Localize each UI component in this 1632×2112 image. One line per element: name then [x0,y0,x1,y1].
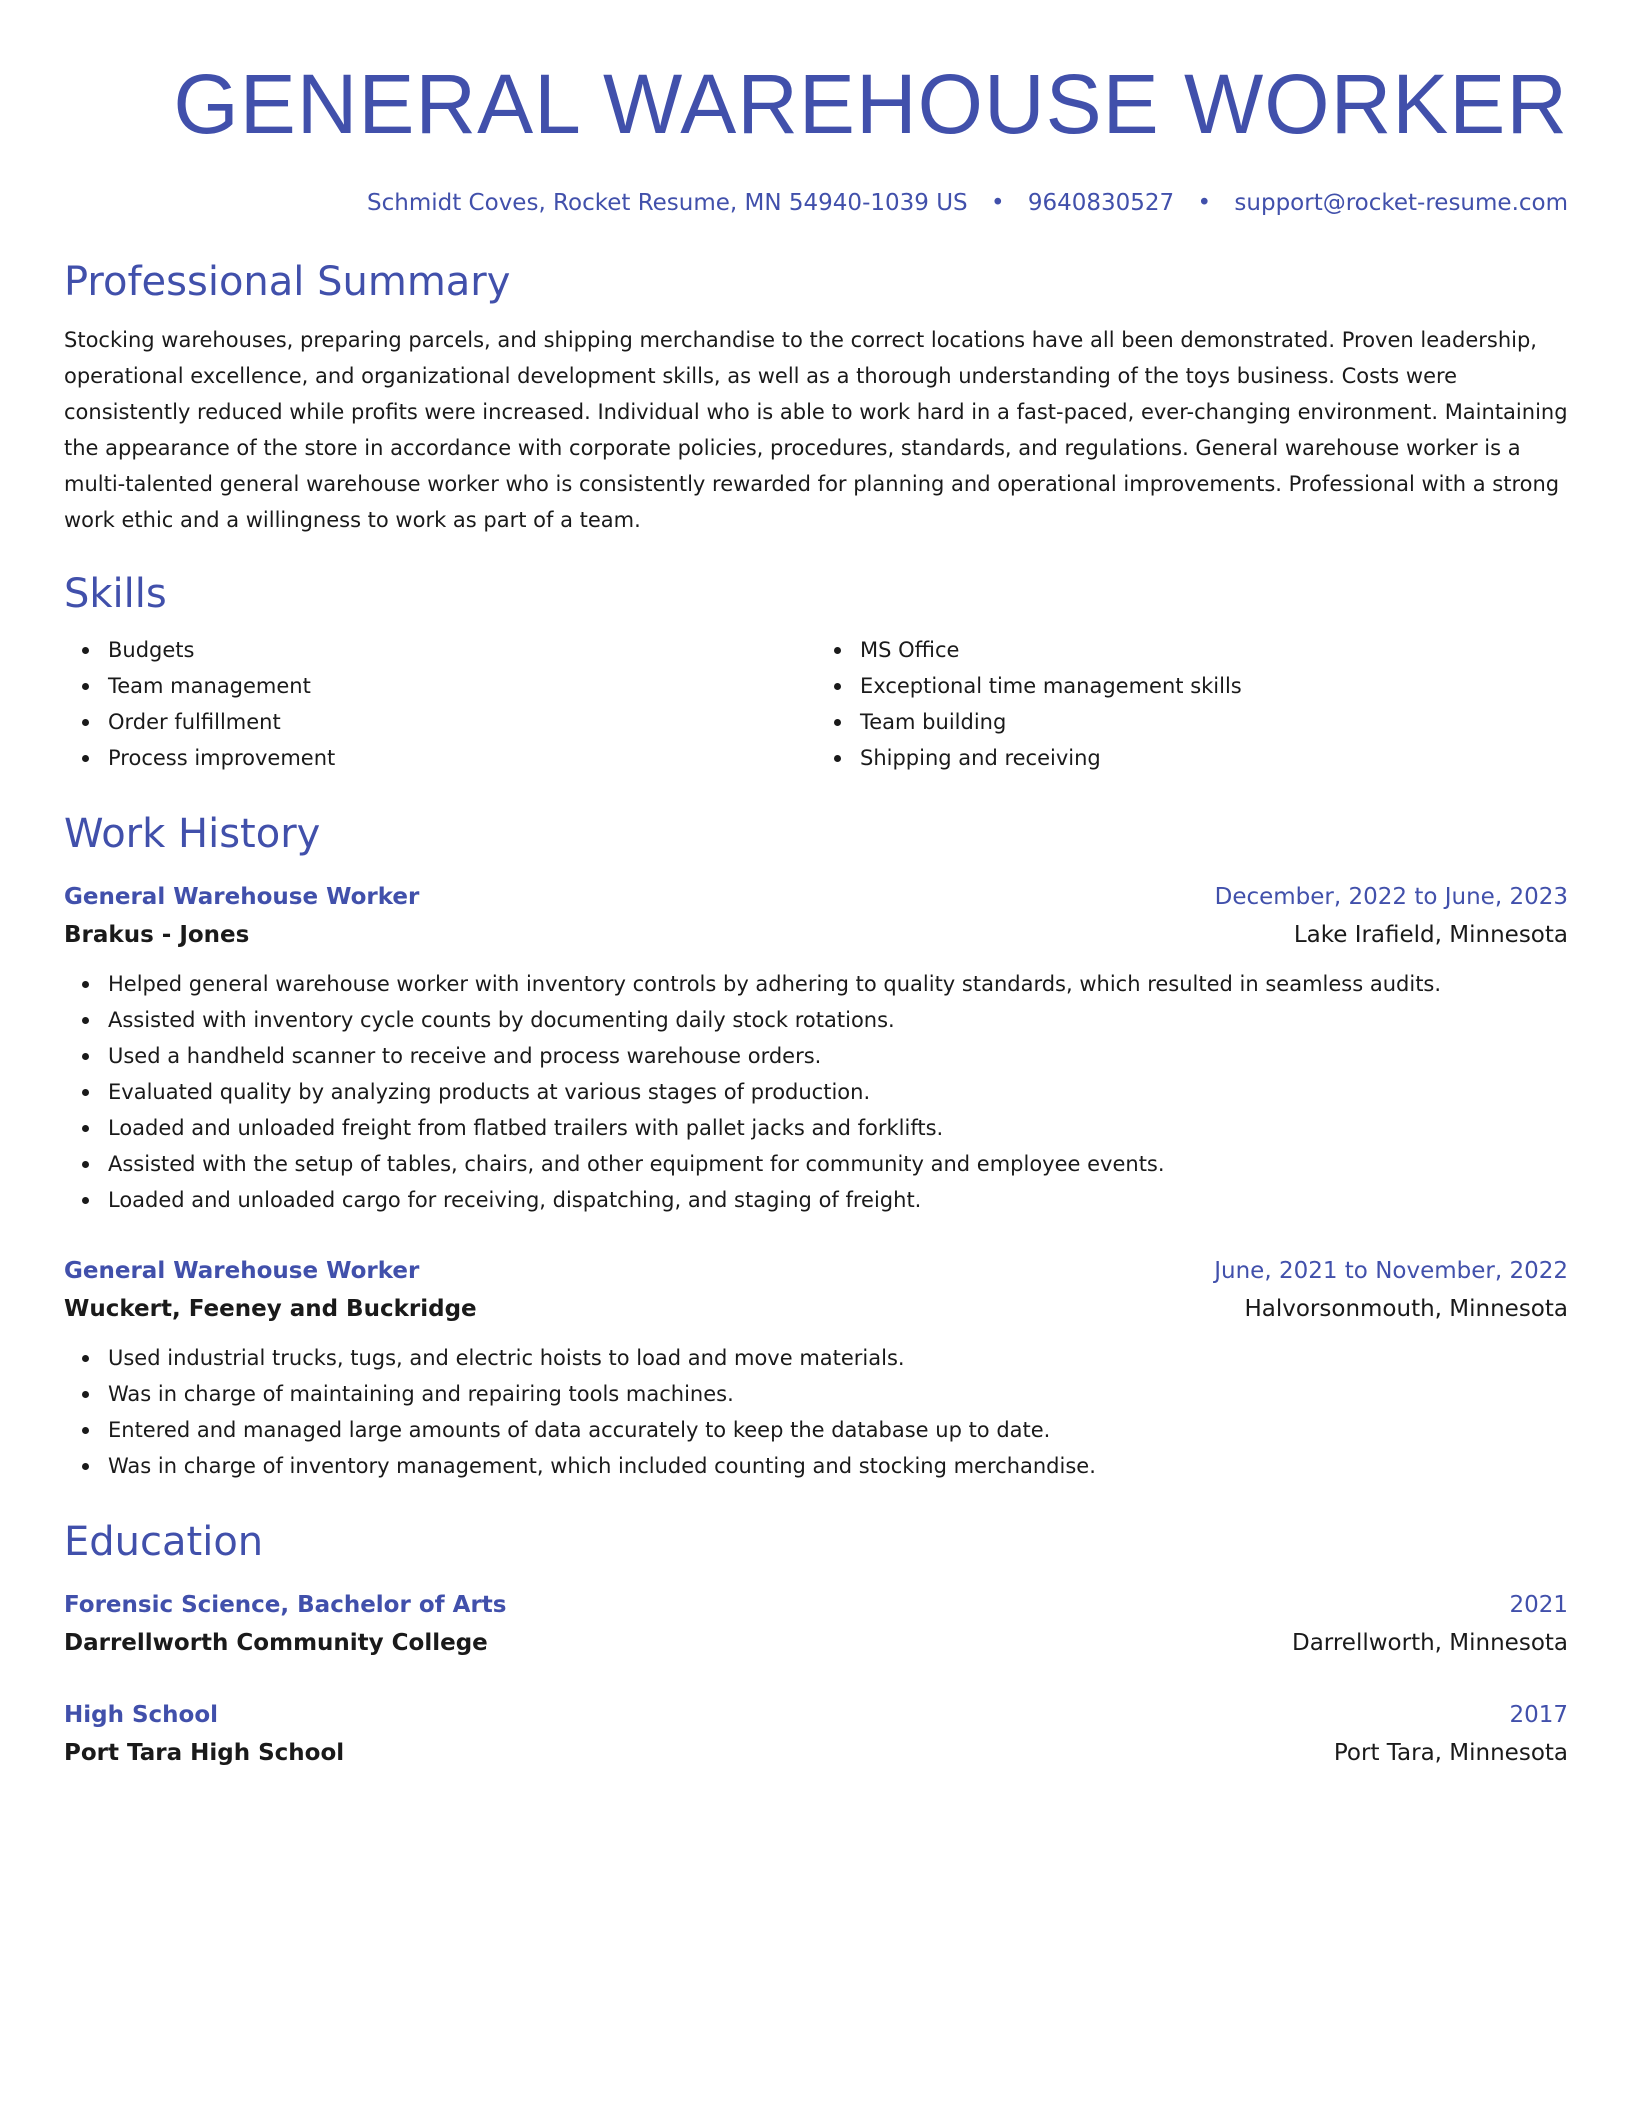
graduation-year: 2017 [1509,1702,1568,1728]
job-company: Brakus - Jones [64,922,250,948]
skill-item: Team management [108,668,816,704]
job-title: General Warehouse Worker [64,884,420,910]
job-location: Halvorsonmouth, Minnesota [1244,1296,1568,1322]
skills-column-right [816,632,1568,776]
duty-item: Helped general warehouse worker with inventory controls by adhering to quality standards, which resulted in seamless audits. [108,966,1568,1002]
skill-item: Team building [860,704,1568,740]
work-history-heading: Work History [64,811,321,857]
education-entry [64,1586,1568,1662]
job-company: Wuckert, Feeney and Buckridge [64,1296,477,1322]
job-entry [64,1252,1568,1484]
duty-item: Used a handheld scanner to receive and process warehouse orders. [108,1038,1568,1074]
duty-item: Was in charge of inventory management, which included counting and stocking merchandise. [108,1448,1568,1484]
duty-item: Loaded and unloaded cargo for receiving, dispatching, and staging of freight. [108,1182,1568,1218]
degree-title: Forensic Science, Bachelor of Arts [64,1592,507,1618]
job-duties [64,1340,1568,1484]
duty-item: Used industrial trucks, tugs, and electric hoists to load and move materials. [108,1340,1568,1376]
contact-address: Schmidt Coves, Rocket Resume, MN 54940-1039 US [367,190,968,216]
school-location: Darrellworth, Minnesota [1292,1630,1568,1656]
graduation-year: 2021 [1509,1592,1568,1618]
resume-header [64,48,1568,220]
skill-item: MS Office [860,632,1568,668]
skill-item: Shipping and receiving [860,740,1568,776]
duty-item: Entered and managed large amounts of data accurately to keep the database up to date. [108,1412,1568,1448]
duty-item: Assisted with the setup of tables, chairs, and other equipment for community and employee events. [108,1146,1568,1182]
contact-separator: • [990,190,1005,216]
contact-email: support@rocket-resume.com [1234,190,1568,216]
duty-item: Loaded and unloaded freight from flatbed trailers with pallet jacks and forklifts. [108,1110,1568,1146]
contact-separator: • [1197,190,1212,216]
degree-title: High School [64,1702,219,1728]
skill-item: Order fulfillment [108,704,816,740]
education-entry [64,1696,1568,1772]
contact-phone: 9640830527 [1027,190,1175,216]
job-location: Lake Irafield, Minnesota [1293,922,1568,948]
duty-item: Assisted with inventory cycle counts by documenting daily stock rotations. [108,1002,1568,1038]
school-name: Darrellworth Community College [64,1630,488,1656]
skill-item: Budgets [108,632,816,668]
summary-text: Stocking warehouses, preparing parcels, and shipping merchandise to the correct locations have all been demonstrated. Proven leadership, operational excellence, and organizational development skills, as well as a thorough understanding of the toys business. Costs were consistently reduced while profits were increased. Individual who is able to work hard in a fast-paced, ever-changing environment. Maintaining the appearance of the store in accordance with corporate policies, procedures, standards, and regulations. General warehouse worker is a multi-talented general warehouse worker who is consistently rewarded for planning and operational improvements. Professional with a strong work ethic and a willingness to work as part of a team. [64,328,1568,532]
job-dates: December, 2022 to June, 2023 [1214,884,1568,910]
skills-column-left [64,632,816,776]
school-name: Port Tara High School [64,1740,345,1766]
job-duties [64,966,1568,1218]
contact-line [64,186,1568,220]
skills-list [64,632,1568,776]
job-dates: June, 2021 to November, 2022 [1214,1258,1568,1284]
school-location: Port Tara, Minnesota [1333,1740,1568,1766]
skill-item: Process improvement [108,740,816,776]
job-title: General Warehouse Worker [64,1258,420,1284]
duty-item: Evaluated quality by analyzing products at various stages of production. [108,1074,1568,1110]
skills-heading: Skills [64,571,167,617]
job-entry [64,878,1568,1218]
duty-item: Was in charge of maintaining and repairing tools machines. [108,1376,1568,1412]
summary-heading: Professional Summary [64,259,511,305]
candidate-name: GENERAL WAREHOUSE WORKER [173,57,1568,151]
education-heading: Education [64,1519,264,1565]
skill-item: Exceptional time management skills [860,668,1568,704]
